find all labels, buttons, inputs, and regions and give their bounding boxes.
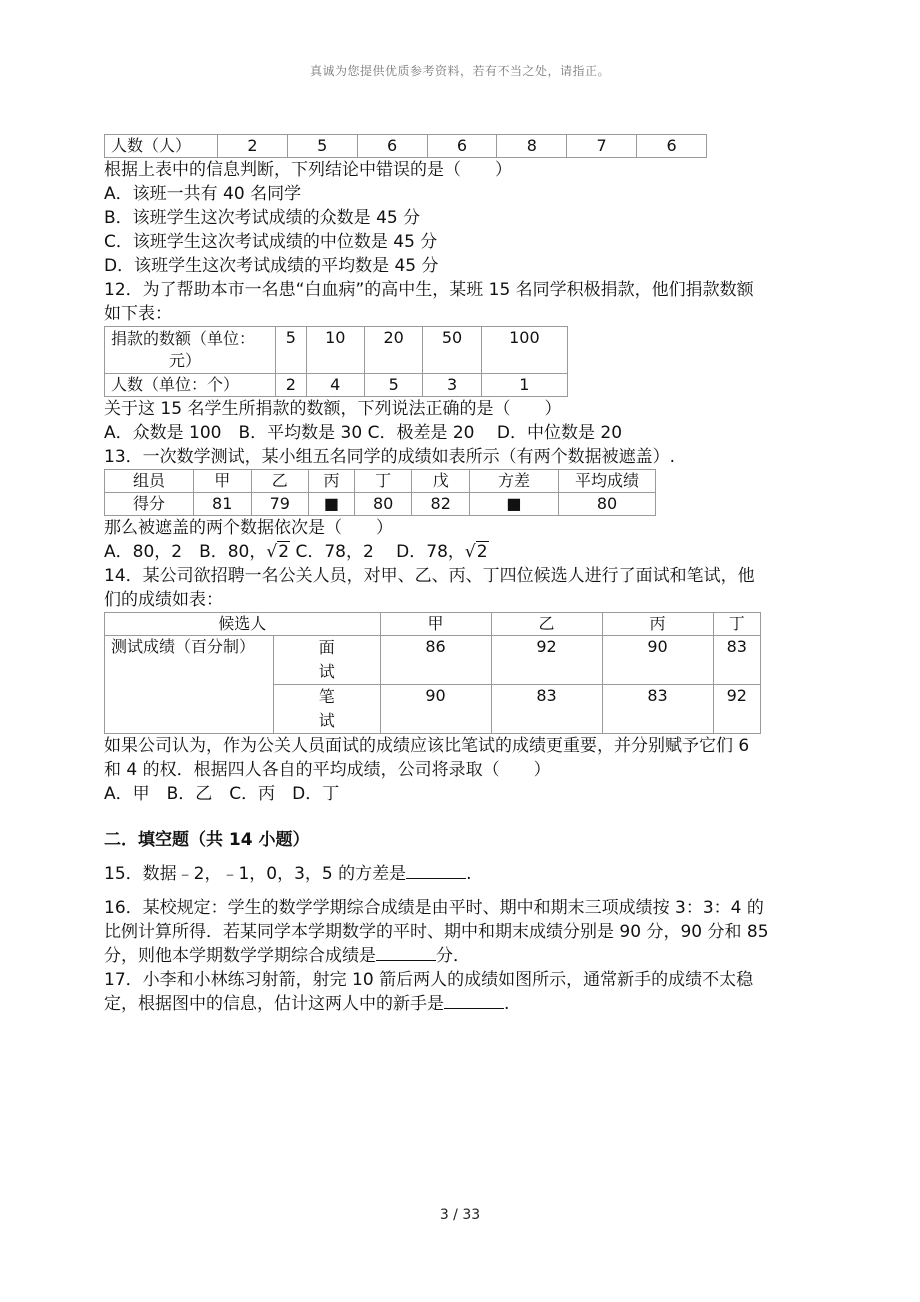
group-score-table — [104, 469, 656, 516]
row-label: 测试成绩（百分制） — [105, 636, 274, 734]
row-label — [105, 327, 276, 374]
table-header: 方差 — [469, 470, 558, 493]
q16-line3 — [104, 944, 816, 968]
table-cell: 80 — [354, 493, 412, 516]
table-header: 组员 — [105, 470, 194, 493]
table-header: 甲 — [193, 470, 251, 493]
q14-question-line1: 如果公司认为，作为公关人员面试的成绩应该比笔试的成绩更重要，并分别赋予它们 6 — [104, 736, 750, 756]
q16-line3-text: 分，则他本学期数学学期综合成绩是 — [104, 946, 376, 966]
table-row — [105, 135, 707, 158]
table-cell: 50 — [423, 327, 481, 374]
sub-label-char: 面 — [318, 638, 335, 657]
table-cell: 6 — [427, 135, 497, 158]
answer-blank — [376, 944, 436, 961]
table-row — [105, 470, 656, 493]
table-cell: 92 — [713, 685, 760, 734]
q12-stem-line2: 如下表： — [104, 304, 172, 324]
q11-option-c: C．该班学生这次考试成绩的中位数是 45 分 — [104, 232, 438, 252]
q13-option-c-d: C．78，2 D．78， — [290, 542, 465, 562]
table-header: 丙 — [309, 470, 355, 493]
header-note: 真诚为您提供优质参考资料，若有不当之处，请指正。 — [309, 64, 610, 78]
spacer — [104, 886, 816, 896]
q17-line2-end: . — [504, 994, 510, 1014]
q14-stem-line2: 们的成绩如表： — [104, 590, 223, 610]
table-row — [105, 493, 656, 516]
row-label-line1: 捐款的数额（单位： — [111, 329, 256, 348]
sub-label-written — [274, 685, 381, 734]
table-cell: ■ — [309, 493, 355, 516]
table-cell: 2 — [276, 374, 307, 397]
table-header: 乙 — [491, 613, 602, 636]
spacer — [104, 852, 816, 862]
table-cell: 6 — [357, 135, 427, 158]
q16-line1: 16．某校规定：学生的数学学期综合成绩是由平时、期中和期末三项成绩按 3：3：4 的 — [104, 898, 764, 918]
q17-line2 — [104, 992, 816, 1016]
table-cell: 81 — [193, 493, 251, 516]
q11-stem: 根据上表中的信息判断，下列结论中错误的是（ ） — [104, 160, 512, 180]
q16-line2: 比例计算所得．若某同学本学期数学的平时、期中和期末成绩分别是 90 分，90 分和 85 — [104, 922, 769, 942]
table-header: 候选人 — [105, 613, 381, 636]
row-label: 人数（单位：个） — [105, 374, 276, 397]
table-cell: 1 — [481, 374, 567, 397]
table-cell: 90 — [602, 636, 713, 685]
sqrt-symbol: √2 — [464, 542, 488, 562]
q13-options — [104, 540, 816, 564]
table-cell: 83 — [713, 636, 760, 685]
q15-line — [104, 862, 816, 886]
donation-table — [104, 326, 568, 397]
table-cell: 得分 — [105, 493, 194, 516]
table-header: 乙 — [251, 470, 309, 493]
table-header: 甲 — [380, 613, 491, 636]
table-header: 丁 — [713, 613, 760, 636]
table-header: 丁 — [354, 470, 412, 493]
row-label-line2: 元） — [169, 351, 202, 370]
q12-question: 关于这 15 名学生所捐款的数额，下列说法正确的是（ ） — [104, 399, 562, 419]
content-area — [104, 134, 816, 1016]
score-count-table — [104, 134, 707, 158]
table-cell: 5 — [287, 135, 357, 158]
q13-question: 那么被遮盖的两个数据依次是（ ） — [104, 518, 393, 538]
q17-line1: 17．小李和小林练习射箭，射完 10 箭后两人的成绩如图所示，通常新手的成绩不太稳 — [104, 970, 754, 990]
table-cell: 82 — [412, 493, 470, 516]
spacer — [104, 806, 816, 828]
q11-option-a: A．该班一共有 40 名同学 — [104, 184, 302, 204]
table-cell: 86 — [380, 636, 491, 685]
table-row — [105, 327, 568, 374]
sqrt-radicand: 2 — [476, 542, 488, 562]
q15-text: 15．数据﹣2，﹣1，0，3，5 的方差是 — [104, 864, 407, 884]
table-header: 戊 — [412, 470, 470, 493]
q14-question-line2: 和 4 的权．根据四人各自的平均成绩，公司将录取（ ） — [104, 760, 551, 780]
table-row — [105, 374, 568, 397]
table-cell: 100 — [481, 327, 567, 374]
table-cell: 80 — [559, 493, 656, 516]
sub-label-char: 试 — [318, 711, 335, 730]
answer-blank — [406, 862, 466, 879]
sqrt-radicand: 2 — [278, 542, 290, 562]
q11-option-b: B．该班学生这次考试成绩的众数是 45 分 — [104, 208, 421, 228]
table-cell: 4 — [306, 374, 364, 397]
table-cell: 90 — [380, 685, 491, 734]
q11-option-d: D．该班学生这次考试成绩的平均数是 45 分 — [104, 256, 439, 276]
sub-label-char: 笔 — [318, 687, 335, 706]
table-cell: 83 — [491, 685, 602, 734]
section-title: 二．填空题（共 14 小题） — [104, 830, 310, 850]
q15-end: . — [466, 864, 472, 884]
candidate-score-table — [104, 612, 761, 734]
q13-option-a-b: A．80，2 B．80， — [104, 542, 267, 562]
table-header: 平均成绩 — [559, 470, 656, 493]
q12-stem-line1: 12．为了帮助本市一名患“白血病”的高中生，某班 15 名同学积极捐款，他们捐款数额 — [104, 280, 754, 300]
table-row — [105, 613, 761, 636]
table-cell: 3 — [423, 374, 481, 397]
q12-options: A．众数是 100 B．平均数是 30 C．极差是 20 D．中位数是 20 — [104, 423, 623, 443]
q16-line3-end: 分． — [436, 946, 470, 966]
q14-options: A．甲 B．乙 C．丙 D．丁 — [104, 784, 340, 804]
table-cell: 79 — [251, 493, 309, 516]
table-row — [105, 636, 761, 685]
q17-line2-text: 定，根据图中的信息，估计这两人中的新手是 — [104, 994, 444, 1014]
table-cell: 2 — [218, 135, 288, 158]
table-cell: 10 — [306, 327, 364, 374]
sqrt-symbol: √2 — [266, 542, 290, 562]
q13-stem: 13．一次数学测试，某小组五名同学的成绩如表所示（有两个数据被遮盖）. — [104, 447, 676, 467]
table-cell: 92 — [491, 636, 602, 685]
table-cell: ■ — [469, 493, 558, 516]
q14-stem-line1: 14．某公司欲招聘一名公关人员，对甲、乙、丙、丁四位候选人进行了面试和笔试，他 — [104, 566, 755, 586]
sub-label-char: 试 — [318, 662, 335, 681]
table-cell: 7 — [567, 135, 637, 158]
table-cell: 20 — [364, 327, 422, 374]
table-cell: 5 — [364, 374, 422, 397]
table-header: 丙 — [602, 613, 713, 636]
table-cell: 5 — [276, 327, 307, 374]
table-cell: 83 — [602, 685, 713, 734]
answer-blank — [444, 992, 504, 1009]
page-number: 3 / 33 — [439, 1207, 481, 1223]
table-cell: 8 — [497, 135, 567, 158]
row-label: 人数（人） — [105, 135, 218, 158]
table-cell: 6 — [637, 135, 707, 158]
sub-label-interview — [274, 636, 381, 685]
